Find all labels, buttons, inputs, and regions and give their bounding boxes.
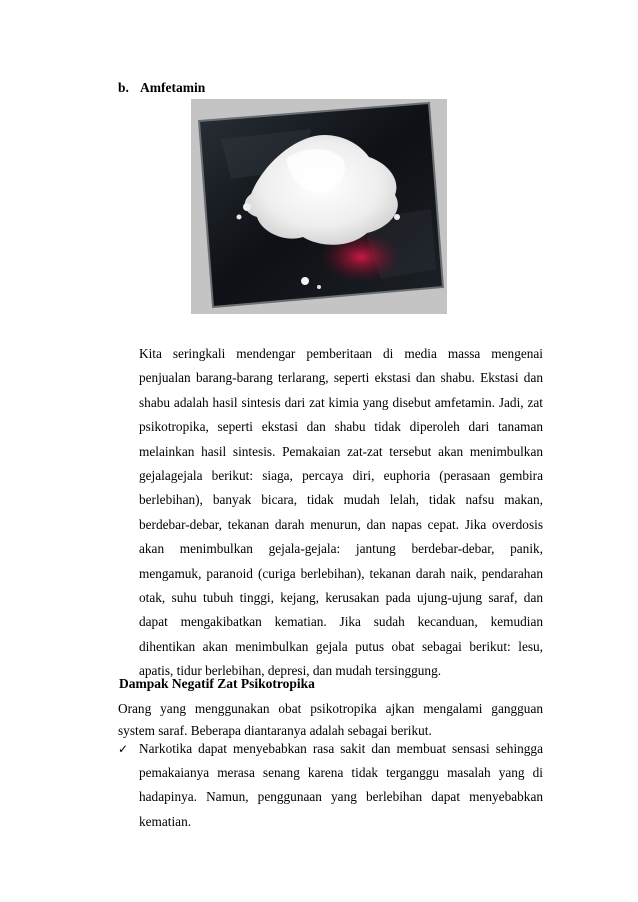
paragraph-dampak-intro: Orang yang menggunakan obat psikotropika ajkan mengalami gangguan system saraf. Beberapa diantaranya adalah sebagai berikut. — [118, 701, 543, 738]
section-heading-dampak: Dampak Negatif Zat Psikotropika — [119, 676, 315, 691]
dampak-list — [118, 737, 543, 834]
list-item — [118, 737, 543, 834]
section-marker: b. — [118, 80, 129, 95]
paragraph-amfetamin: Kita seringkali mendengar pemberitaan di media massa mengenai penjualan barang-barang terlarang, seperti ekstasi dan shabu. Ekstasi dan shabu adalah hasil sintesis dari zat kimia yang disebut amfetamin. Jadi, zat psikotropika, seperti ekstasi dan shabu tidak diperoleh dari tanaman melainkan hasil sintesis. Pemakaian zat-zat tersebut akan menimbulkan gejalagejala berikut: siaga, percaya diri, euphoria (perasaan gembira berlebihan), banyak bicara, tidak mudah lelah, tidak nafsu makan, berdebar-debar, tekanan darah menurun, dan napas cepat. Jika overdosis akan menimbulkan gejala-gejala: jantung berdebar-debar, panik, mengamuk, paranoid (curiga berlebihan), tekanan darah naik, pendarahan otak, suhu tubuh tinggi, kejang, kerusakan pada ujung-ujung saraf, dan dapat mengakibatkan kematian. Jika sudah kecanduan, kemudian dihentikan akan menimbulkan gejala putus obat sebagai berikut: lesu, apatis, tidur berlebihan, depresi, dan mudah tersinggung. — [139, 346, 543, 679]
checkmark-icon: ✓ — [118, 742, 129, 756]
amphetamine-photo — [191, 99, 447, 314]
section-heading-amfetamin — [118, 80, 205, 96]
section-title: Amfetamin — [140, 80, 206, 95]
amphetamine-powder-photo-icon — [191, 99, 447, 314]
list-item-text: Narkotika dapat menyebabkan rasa sakit dan membuat sensasi sehingga pemakaianya merasa senang karena tidak terganggu masalah yang di hadapinya. Namun, penggunaan yang berlebihan dapat menyebabkan kematian. — [139, 741, 543, 829]
